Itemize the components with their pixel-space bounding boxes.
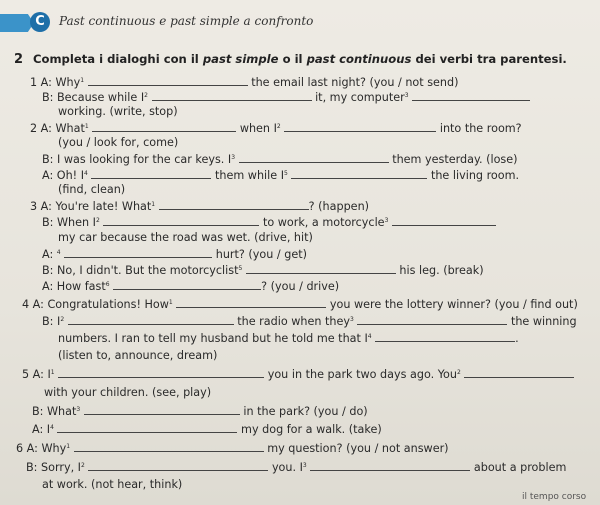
- answer-blank[interactable]: [291, 168, 427, 179]
- answer-blank[interactable]: [74, 441, 264, 452]
- dialogue-line: [42, 247, 307, 261]
- blank-number: 3: [350, 316, 354, 323]
- blank-number: 1: [50, 369, 55, 376]
- answer-blank[interactable]: [412, 90, 530, 101]
- blank-number: 4: [56, 249, 61, 256]
- dialogue-line: [30, 199, 369, 213]
- dialogue-line: [30, 121, 522, 135]
- blank-number: 2: [276, 123, 281, 130]
- dialogue-line: [42, 90, 530, 104]
- blank-number: 1: [168, 299, 173, 306]
- line-text: B: No, I didn't. But the motorcyclist: [42, 264, 239, 277]
- line-text: to work, a motorcycle: [262, 216, 385, 229]
- answer-blank[interactable]: [152, 90, 312, 101]
- line-text: ? (happen): [308, 200, 370, 213]
- line-text: A: I: [32, 423, 51, 436]
- blank-number: 2: [457, 369, 461, 376]
- blank-number: 2: [144, 92, 148, 99]
- answer-blank[interactable]: [84, 404, 240, 415]
- line-text: his leg. (break): [399, 264, 484, 277]
- answer-blank[interactable]: [310, 460, 470, 471]
- section-arrow-icon: [0, 14, 34, 32]
- line-text: the radio when they: [237, 315, 350, 328]
- answer-blank[interactable]: [159, 199, 309, 210]
- line-text: it, my computer: [315, 91, 405, 104]
- answer-blank[interactable]: [57, 422, 237, 433]
- instruction-text: o il: [278, 52, 307, 66]
- instruction-text: dei verbi tra parentesi.: [411, 52, 567, 66]
- answer-blank[interactable]: [91, 168, 211, 179]
- blank-number: 2: [95, 217, 100, 224]
- line-text: into the room?: [439, 122, 522, 135]
- dialogue-line: [16, 441, 449, 455]
- line-text: 2 A: What: [30, 122, 85, 135]
- instruction-tense-1: past simple: [202, 52, 279, 66]
- answer-blank[interactable]: [284, 121, 436, 132]
- dialogue-line: working. (write, stop): [58, 105, 178, 118]
- line-text: the email last night? (you / not send): [251, 76, 459, 89]
- line-text: B: I was looking for the car keys. I: [42, 153, 232, 166]
- blank-number: 1: [84, 123, 89, 130]
- line-text: my question? (you / not answer): [267, 442, 449, 455]
- exercise-number: 2: [14, 52, 24, 67]
- page-footer-text: il tempo corso: [522, 492, 587, 502]
- line-text: .: [515, 332, 519, 345]
- line-text: A: Oh! I: [42, 169, 85, 182]
- dialogue-line: (find, clean): [58, 183, 126, 196]
- line-text: 3 A: You're late! What: [30, 200, 152, 213]
- line-text: when I: [239, 122, 277, 135]
- instruction-tense-2: past continuous: [306, 52, 412, 66]
- line-text: B: When I: [42, 216, 96, 229]
- dialogue-line: (you / look for, come): [58, 136, 179, 149]
- blank-number: 3: [76, 406, 81, 413]
- dialogue-line: [42, 279, 339, 293]
- answer-blank[interactable]: [239, 152, 389, 163]
- answer-blank[interactable]: [246, 263, 396, 274]
- line-text: 4 A: Congratulations! How: [22, 298, 169, 311]
- dialogue-line: at work. (not hear, think): [42, 478, 183, 491]
- blank-number: 5: [284, 170, 288, 177]
- answer-blank[interactable]: [103, 215, 259, 226]
- line-text: B: Because while I: [42, 91, 145, 104]
- line-text: them yesterday. (lose): [392, 153, 518, 166]
- dialogue-line: my car because the road was wet. (drive, hit): [58, 231, 313, 244]
- line-text: B: What: [32, 405, 77, 418]
- answer-blank[interactable]: [113, 279, 261, 290]
- dialogue-line: [32, 422, 382, 436]
- blank-number: 5: [238, 265, 243, 272]
- line-text: 1 A: Why: [30, 76, 81, 89]
- line-text: B: Sorry, I: [26, 461, 81, 474]
- line-text: the living room.: [430, 169, 520, 182]
- dialogue-line: [30, 75, 458, 89]
- line-text: you in the park two days ago. You: [267, 368, 457, 381]
- answer-blank[interactable]: [88, 460, 268, 471]
- instruction-text: Completa i dialoghi con il: [33, 52, 203, 66]
- blank-number: 3: [404, 92, 409, 99]
- blank-number: 3: [231, 154, 236, 161]
- line-text: A: How fast: [42, 280, 106, 293]
- answer-blank[interactable]: [176, 297, 326, 308]
- answer-blank[interactable]: [68, 314, 234, 325]
- dialogue-line: [58, 331, 519, 345]
- line-text: my dog for a walk. (take): [241, 423, 382, 436]
- line-text: about a problem: [473, 461, 567, 474]
- line-text: them while I: [214, 169, 284, 182]
- line-text: you were the lottery winner? (you / find out): [329, 298, 578, 311]
- line-text: the winning: [510, 315, 577, 328]
- blank-number: 1: [80, 77, 85, 84]
- dialogue-line: [42, 263, 484, 277]
- section-letter-badge: C: [30, 12, 50, 32]
- line-text: numbers. I ran to tell my husband but he told me that I: [58, 332, 368, 345]
- blank-number: 3: [302, 462, 307, 469]
- answer-blank[interactable]: [375, 331, 515, 342]
- line-text: you. I: [271, 461, 303, 474]
- answer-blank[interactable]: [92, 121, 236, 132]
- dialogue-line: [42, 215, 496, 229]
- blank-number: 1: [66, 443, 71, 450]
- section-title: Past continuous e past simple a confronto: [59, 14, 314, 28]
- blank-number: 1: [151, 201, 156, 208]
- dialogue-line: with your children. (see, play): [44, 386, 212, 399]
- line-text: ? (you / drive): [261, 280, 340, 293]
- dialogue-line: [42, 314, 577, 328]
- line-text: B: I: [42, 315, 61, 328]
- blank-number: 6: [105, 281, 110, 288]
- blank-number: 2: [60, 316, 65, 323]
- blank-number: 3: [384, 217, 389, 224]
- line-text: hurt? (you / get): [215, 248, 307, 261]
- answer-blank[interactable]: [357, 314, 507, 325]
- line-text: in the park? (you / do): [243, 405, 368, 418]
- dialogue-line: [22, 297, 578, 311]
- answer-blank[interactable]: [64, 247, 212, 258]
- blank-number: 4: [50, 424, 54, 431]
- line-text: 5 A: I: [22, 368, 51, 381]
- answer-blank[interactable]: [464, 367, 574, 378]
- blank-number: 2: [80, 462, 85, 469]
- dialogue-line: [32, 404, 368, 418]
- line-text: 6 A: Why: [16, 442, 67, 455]
- line-text: A:: [42, 248, 54, 261]
- answer-blank[interactable]: [392, 215, 496, 226]
- exercise-instruction: [33, 52, 567, 66]
- dialogue-line: [42, 168, 519, 182]
- blank-number: 4: [367, 333, 372, 340]
- blank-number: 4: [84, 170, 88, 177]
- answer-blank[interactable]: [88, 75, 248, 86]
- dialogue-line: (listen to, announce, dream): [58, 349, 218, 362]
- answer-blank[interactable]: [58, 367, 264, 378]
- dialogue-line: [22, 367, 574, 381]
- dialogue-line: [42, 152, 518, 166]
- dialogue-line: [26, 460, 566, 474]
